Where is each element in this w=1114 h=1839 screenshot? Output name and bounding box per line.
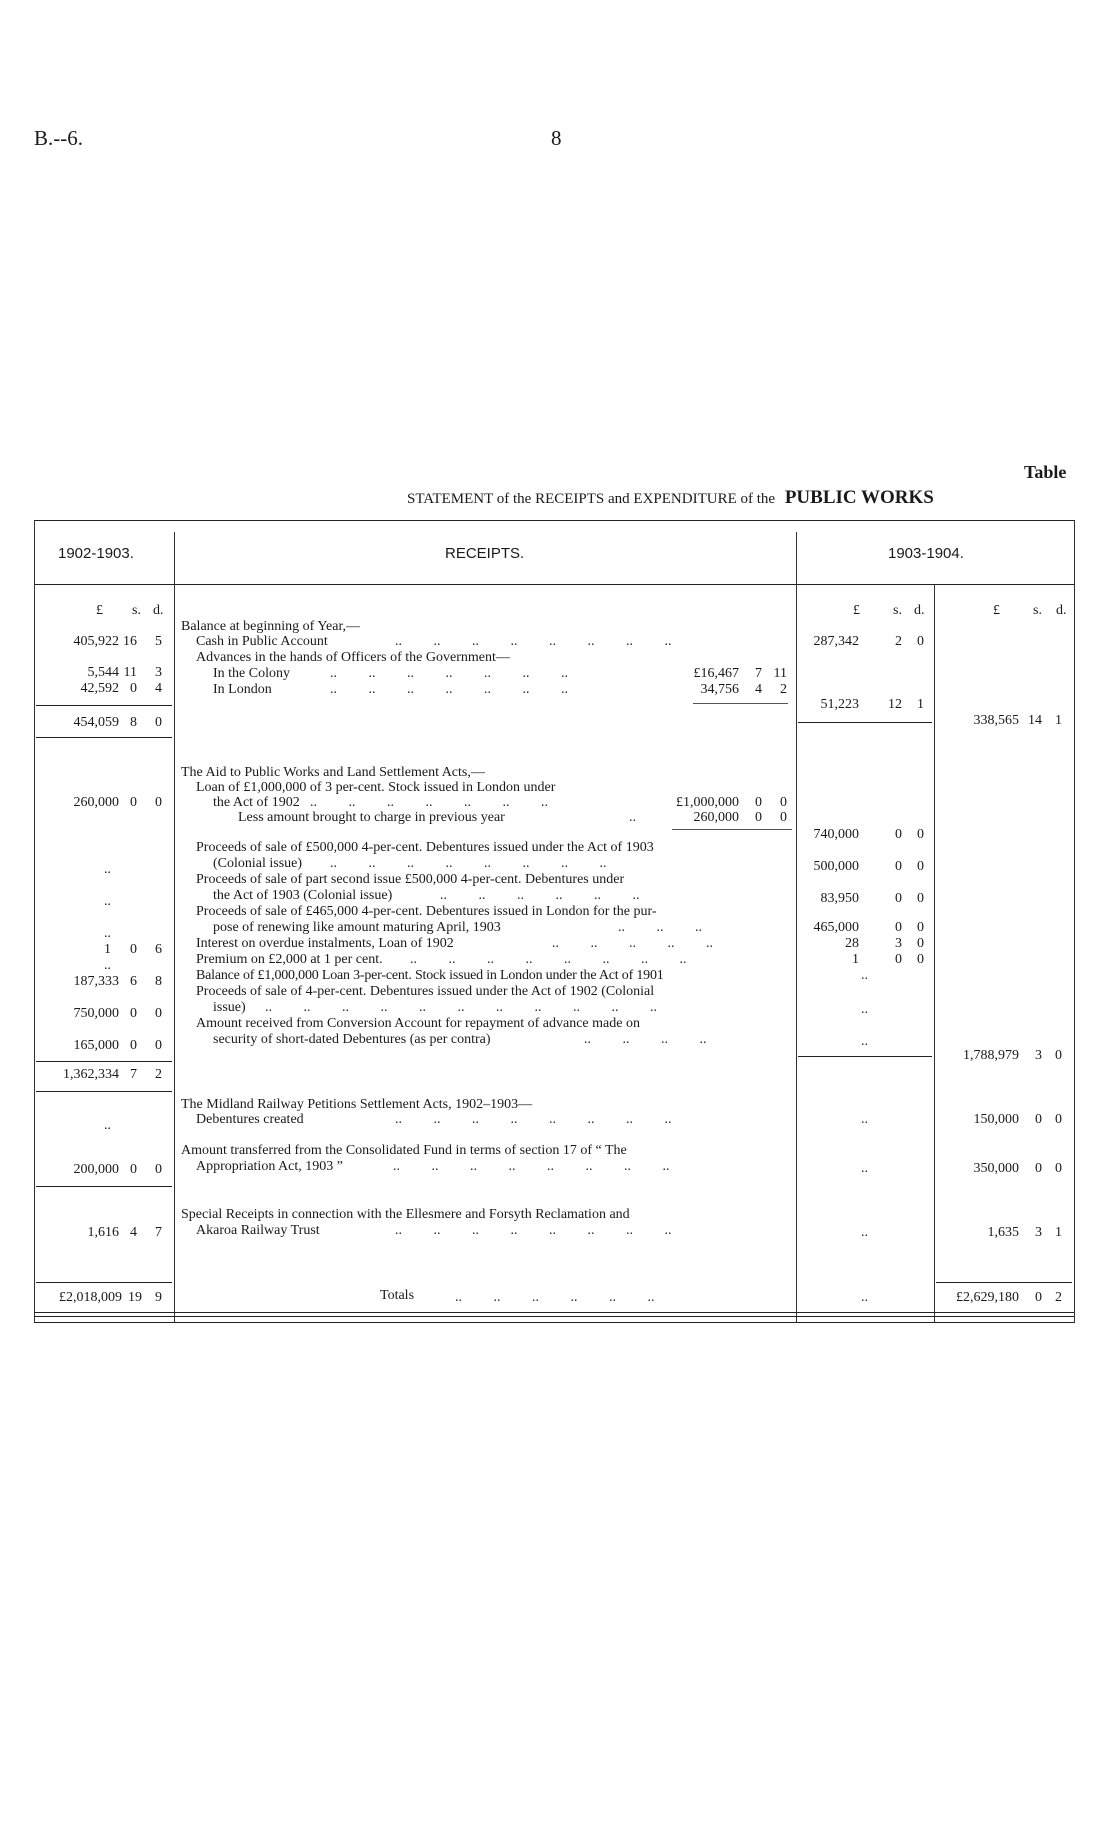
left-r12-d: 0 [155,1038,162,1053]
left-total-s: 19 [128,1290,142,1305]
left-sub2-bottom-rule [36,1091,172,1092]
table-bottom-rule-1 [34,1312,1074,1313]
desc-proc4b: issue) [213,1000,246,1015]
left-total-pound: £2,018,009 [59,1290,122,1305]
left-r2-pound: 5,544 [87,665,119,680]
desc-transfer-a: Amount transferred from the Consolidated Fund in terms of section 17 of “ The [181,1143,627,1158]
desc-midland-head: The Midland Railway Petitions Settlement Acts, 1902–1903— [181,1097,533,1112]
desc-less-leader: .. [629,810,636,825]
desc-loan2: the Act of 1902 [213,795,300,810]
right-aid-pound: 1,788,979 [963,1048,1019,1063]
desc-premium-leaders: .. .. .. .. .. .. .. .. [410,952,687,967]
mid-premium-d: 0 [917,952,924,967]
desc-loan-s: 0 [755,795,762,810]
unit-s-left: s. [132,603,141,618]
left-sub1-s: 8 [130,715,137,730]
left-r1-d: 5 [155,634,162,649]
desc-less-s: 0 [755,810,762,825]
left-sub2-s: 7 [130,1067,137,1082]
unit-d-left: d. [153,603,164,618]
left-r2-s: 11 [123,665,137,680]
left-r2-d: 3 [155,665,162,680]
unit-s-right: s. [1033,603,1042,618]
left-r3-d: 4 [155,681,162,696]
mid-adv-d: 1 [917,697,924,712]
unit-pound-mid: £ [853,603,860,618]
header-receipts: RECEIPTS. [445,545,525,562]
desc-proc4a: Proceeds of sale of 4-per-cent. Debentures issued under the Act of 1902 (Colonial [196,984,655,999]
desc-special-leaders: .. .. .. .. .. .. .. .. [395,1223,672,1238]
header-bottom-rule [34,584,1074,585]
mid-proc2-pound: 83,950 [820,891,859,906]
desc-premium: Premium on £2,000 at 1 per cent. [196,952,383,967]
left-r8-s: 0 [130,942,137,957]
mid-proc1-d: 0 [917,859,924,874]
mid-b1901: .. [861,968,868,983]
right-total-s: 0 [1035,1290,1042,1305]
mid-cash-s: 2 [895,634,902,649]
divider-receipts [796,532,797,1323]
header-curr-year: 1903-1904. [888,545,964,562]
mid-proc3-d: 0 [917,920,924,935]
right-special-pound: 1,635 [987,1225,1019,1240]
right-aid-d: 0 [1055,1048,1062,1063]
divider-mid [934,584,935,1323]
desc-proc4-leaders: .. .. .. .. .. .. .. .. .. .. .. [265,1000,657,1015]
desc-totals-leaders: .. .. .. .. .. .. [455,1290,655,1305]
left-r14-d: 0 [155,1162,162,1177]
left-r15-s: 4 [130,1225,137,1240]
right-total-rule [936,1282,1072,1283]
left-r4-pound: 260,000 [73,795,119,810]
left-r8-d: 6 [155,942,162,957]
mid-proc1-s: 0 [895,859,902,874]
left-sub2-pound: 1,362,334 [63,1067,119,1082]
desc-adv-rule [693,703,788,704]
desc-proc1a: Proceeds of sale of £500,000 4-per-cent. Debentures issued under the Act of 1903 [196,840,654,855]
left-r11-pound: 750,000 [73,1006,119,1021]
desc-conv-leaders: .. .. .. .. [584,1032,707,1047]
desc-colony-amt: £16,467 [693,666,739,681]
mid-interest-d: 0 [917,936,924,951]
right-balance-s: 14 [1028,713,1042,728]
desc-proc1-leaders: .. .. .. .. .. .. .. .. [330,856,607,871]
desc-cash-leaders: .. .. .. .. .. .. .. .. [395,634,672,649]
mid-aid-rule [798,1056,932,1057]
right-transfer-s: 0 [1035,1161,1042,1176]
desc-colony: In the Colony [213,666,290,681]
left-r14-s: 0 [130,1162,137,1177]
desc-colony-s: 7 [755,666,762,681]
desc-balance-head: Balance at beginning of Year,— [181,619,361,634]
left-r7: .. [104,926,111,941]
table-label: Table [1024,462,1067,482]
left-r11-s: 0 [130,1006,137,1021]
mid-premium-s: 0 [895,952,902,967]
desc-less: Less amount brought to charge in previous year [238,810,505,825]
desc-london-leaders: .. .. .. .. .. .. .. [330,682,568,697]
left-r5: .. [104,862,111,877]
desc-proc1b: (Colonial issue) [213,856,303,871]
left-r12-s: 0 [130,1038,137,1053]
left-r4-s: 0 [130,795,137,810]
unit-d-right: d. [1056,603,1067,618]
left-sub1-d: 0 [155,715,162,730]
statement-title-prefix: STATEMENT of the RECEIPTS and EXPENDITURE of the [407,491,776,507]
desc-london-d: 2 [780,682,787,697]
right-special-s: 3 [1035,1225,1042,1240]
left-r3-s: 0 [130,681,137,696]
mid-totals: .. [861,1290,868,1305]
mid-proc3-s: 0 [895,920,902,935]
mid-midland: .. [861,1112,868,1127]
mid-loan-s: 0 [895,827,902,842]
unit-pound-right: £ [993,603,1000,618]
mid-conv: .. [861,1034,868,1049]
left-r15-d: 7 [155,1225,162,1240]
mid-cash-d: 0 [917,634,924,649]
mid-interest-s: 3 [895,936,902,951]
header-prev-year: 1902-1903. [58,545,134,562]
table-bottom-rule-2 [34,1316,1074,1317]
desc-interest-leaders: .. .. .. .. .. [552,936,713,951]
mid-balance-rule [798,722,932,723]
divider-right [1074,520,1075,1323]
desc-special-a: Special Receipts in connection with the Ellesmere and Forsyth Reclamation and [181,1207,630,1222]
desc-loan1: Loan of £1,000,000 of 3 per-cent. Stock issued in London under [196,780,556,795]
right-balance-d: 1 [1055,713,1062,728]
desc-less-d: 0 [780,810,787,825]
desc-colony-d: 11 [773,666,787,681]
left-r13: .. [104,1118,111,1133]
desc-proc3b: pose of renewing like amount maturing April, 1903 [213,920,501,935]
page-number: 8 [551,126,562,150]
desc-midland-deb: Debentures created [196,1112,304,1127]
right-special-d: 1 [1055,1225,1062,1240]
left-r10-s: 6 [130,974,137,989]
left-sub1-bottom-rule [36,737,172,738]
desc-london: In London [213,682,272,697]
mid-proc2-s: 0 [895,891,902,906]
divider-prev-year [174,532,175,1323]
desc-proc3a: Proceeds of sale of £465,000 4-per-cent. Debentures issued in London for the pur- [196,904,657,919]
mid-transfer: .. [861,1161,868,1176]
left-total-rule [36,1282,172,1283]
desc-balance-1901: Balance of £1,000,000 Loan 3-per-cent. Stock issued in London under the Act of 1901 [196,968,664,983]
mid-loan-d: 0 [917,827,924,842]
desc-cash: Cash in Public Account [196,634,328,649]
desc-less-rule [672,829,792,830]
desc-conv-b: security of short-dated Debentures (as per contra) [213,1032,491,1047]
desc-proc2b: the Act of 1903 (Colonial issue) [213,888,393,903]
left-r15-pound: 1,616 [87,1225,119,1240]
left-sub2-rule [36,1061,172,1062]
desc-loan-d: 0 [780,795,787,810]
left-r6: .. [104,894,111,909]
desc-advances: Advances in the hands of Officers of the Government— [196,650,510,665]
right-total-d: 2 [1055,1290,1062,1305]
desc-loan-amt: £1,000,000 [676,795,739,810]
left-sub1-rule [36,705,172,706]
left-r12-pound: 165,000 [73,1038,119,1053]
right-midland-s: 0 [1035,1112,1042,1127]
statement-title [407,487,934,509]
mid-proc1-pound: 500,000 [813,859,859,874]
left-r1-pound: 405,922 [73,634,119,649]
left-r14-rule [36,1186,172,1187]
table-top-rule [34,520,1074,521]
table-bottom-rule-3 [34,1322,1074,1323]
desc-loan-leaders: .. .. .. .. .. .. .. [310,795,548,810]
right-balance-pound: 338,565 [973,713,1019,728]
mid-loan-pound: 740,000 [813,827,859,842]
left-r3-pound: 42,592 [80,681,119,696]
desc-interest: Interest on overdue instalments, Loan of 1902 [196,936,454,951]
mid-special: .. [861,1225,868,1240]
right-transfer-pound: 350,000 [973,1161,1019,1176]
mid-cash-pound: 287,342 [813,634,859,649]
mid-proc2-d: 0 [917,891,924,906]
desc-special-b: Akaroa Railway Trust [196,1223,320,1238]
right-total-pound: £2,629,180 [956,1290,1019,1305]
unit-s-mid: s. [893,603,902,618]
desc-less-amt: 260,000 [693,810,739,825]
left-r11-d: 0 [155,1006,162,1021]
unit-pound-left: £ [96,603,103,618]
mid-p4: .. [861,1002,868,1017]
left-r14-pound: 200,000 [73,1162,119,1177]
statement-title-bold: PUBLIC WORKS [784,487,934,508]
right-midland-d: 0 [1055,1112,1062,1127]
desc-transfer-b: Appropriation Act, 1903 ” [196,1159,343,1174]
mid-proc3-pound: 465,000 [813,920,859,935]
right-midland-pound: 150,000 [973,1112,1019,1127]
left-sub1-pound: 454,059 [73,715,119,730]
divider-left [34,520,35,1323]
left-total-d: 9 [155,1290,162,1305]
mid-premium-pound: 1 [852,952,859,967]
desc-proc2-leaders: .. .. .. .. .. .. [440,888,640,903]
left-r8-pound: 1 [104,942,111,957]
right-aid-s: 3 [1035,1048,1042,1063]
desc-totals: Totals [380,1288,415,1303]
desc-midland-leaders: .. .. .. .. .. .. .. .. [395,1112,672,1127]
desc-london-amt: 34,756 [700,682,739,697]
desc-colony-leaders: .. .. .. .. .. .. .. [330,666,568,681]
desc-london-s: 4 [755,682,762,697]
desc-proc3-leaders: .. .. .. [618,920,702,935]
desc-transfer-leaders: .. .. .. .. .. .. .. .. [393,1159,670,1174]
desc-conv-a: Amount received from Conversion Account for repayment of advance made on [196,1016,640,1031]
desc-aid-head: The Aid to Public Works and Land Settlement Acts,— [181,765,485,780]
left-r4-d: 0 [155,795,162,810]
left-sub2-d: 2 [155,1067,162,1082]
left-r10-d: 8 [155,974,162,989]
left-r1-s: 16 [123,634,137,649]
desc-proc2a: Proceeds of sale of part second issue £500,000 4-per-cent. Debentures under [196,872,625,887]
page-ref: B.--6. [34,126,83,150]
mid-adv-pound: 51,223 [820,697,859,712]
right-transfer-d: 0 [1055,1161,1062,1176]
unit-d-mid: d. [914,603,925,618]
mid-interest-pound: 28 [845,936,859,951]
mid-adv-s: 12 [888,697,902,712]
left-r10-pound: 187,333 [73,974,119,989]
left-r9: .. [104,958,111,973]
